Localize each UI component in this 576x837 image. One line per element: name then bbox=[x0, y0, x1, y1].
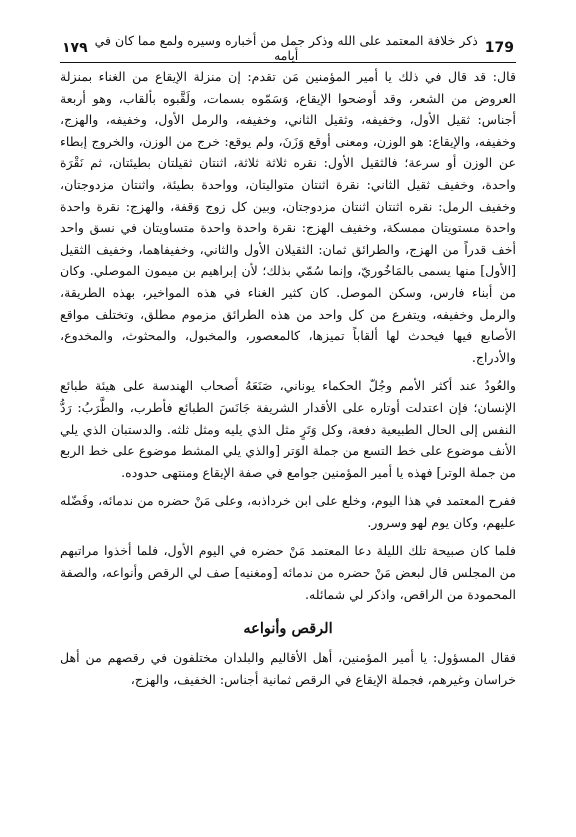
paragraph-dance: فقال المسؤول: يا أمير المؤمنين، أهل الأقاليم والبلدان مختلفون في رقصهم من أهل خراسان وغيرهم، فجملة الإيقاع في الرقص ثمانية أجناس: الخفيف، والهزج، bbox=[60, 650, 516, 687]
paragraph-iqa: قال: قد قال في ذلك يا أمير المؤمنين مَن تقدم: إن منزلة الإيقاع من الغناء بمنزلة العروض من الشعر، وقد أوضحوا الإيقاع، وَسَمّوه بسمات، ولَقَّبوه بألقاب، وهو أربعة أجناس: ثقيل الأول، وخفيفه، وثقيل الثاني، وخفيفه، والرمل الأول، وخفيفه، والهزج، وخفيفه، والإيقاع: هو الوزن، ومعنى أوقع وَزَنَ، ولم يوقع: خرج من الوزن، والخروج إبطاء عن الوزن أو سرعة؛ فالثقيل الأول: نقره ثلاثة ثلاثة، اثنتان ثقيلتان بطيئتان، ثم نَقْرَة واحدة، وخفيف ثقيل الثاني: نقرة اثنتان متواليتان، وواحدة بطيئة، واثنتان مزدوجتان، وخفيف الرمل: نقره اثنتان اثنتان مزدوجتان، وبين كل زوج وَقفة، والهزج: نقرة واحدة واحدة مستويتان ممسكة، وخفيف الهزج: نقرة واحدة واحدة متساويتان في نسق واحد أخف قدراً من الهزج، والطرائق ثمان: الثقيلان الأول والثاني، وخفيفاهما، وخفيف الثقيل [الأول] منها يسمى بالمَاخُوريّ، وإنما سُمّي بذلك؛ لأن إبراهيم بن ميمون الموصلي. وكان من أبناء فارس، وسكن الموصل. كان كثير الغناء في هذه المواخير، بهذه الطريقة، والرمل وخفيفه، ويتفرع من كل واحد من هذه الطرائق مزموم مطلق، وتختلف مواقع الأصابع فيها فيحدث لها ألقاباً تميزها، كالمعصور، والمخبول، والمحثوث، والمخدوع، والأدراج. bbox=[60, 69, 516, 365]
header-rule bbox=[60, 62, 516, 63]
paragraph-next-morning: فلما كان صبيحة تلك الليلة دعا المعتمد مَنْ حضره في اليوم الأول، فلما أخذوا مراتبهم من المجلس قال لبعض مَنْ حضره من ندمائه [ومغنيه] صف لي الرقص وأنواعه، والصفة المحمودة من الراقص، واذكر لي شمائله. bbox=[60, 543, 516, 602]
page-number-western: 179 bbox=[484, 40, 514, 56]
page-number-eastern: ١٧٩ bbox=[62, 40, 88, 56]
section-heading: الرقص وأنواعه bbox=[243, 620, 333, 638]
page-body bbox=[60, 66, 516, 829]
paragraph-oud: والعُودُ عند أكثر الأمم وجُلّ الحكماء يوناني، صَنَعَهُ أصحاب الهندسة على هيئة طبائع الإنسان؛ فإن اعتدلت أوتاره على الأقدار الشريفة جَانَسَ الطبائع فأطرب، والطَّرَبُ: رَدُّ النفس إلى الحال الطبيعية دفعة، وكل وَتَرٍ مثل الذي يليه ومثل ثلثه. والدستبان الذي يلي الأنف موضوع على خط التسع من جملة الوَتر [والذي يلي المشط موضوع على خط الربع من جملة الوتر] فهذه يا أمير المؤمنين جوامع في صفة الإيقاع ومنتهى حدوده. bbox=[60, 378, 516, 480]
running-title: ذكر خلافة المعتمد على الله وذكر جمل من أخباره وسيره ولمع مما كان في أيامه bbox=[94, 33, 478, 63]
paragraph-celebration: ففرح المعتمد في هذا اليوم، وخلع على ابن خرداذبه، وعلى مَنْ حضره من ندمائه، وفَضّله عليهم، وكان يوم لهو وسرور. bbox=[60, 493, 516, 530]
running-head bbox=[62, 33, 514, 63]
